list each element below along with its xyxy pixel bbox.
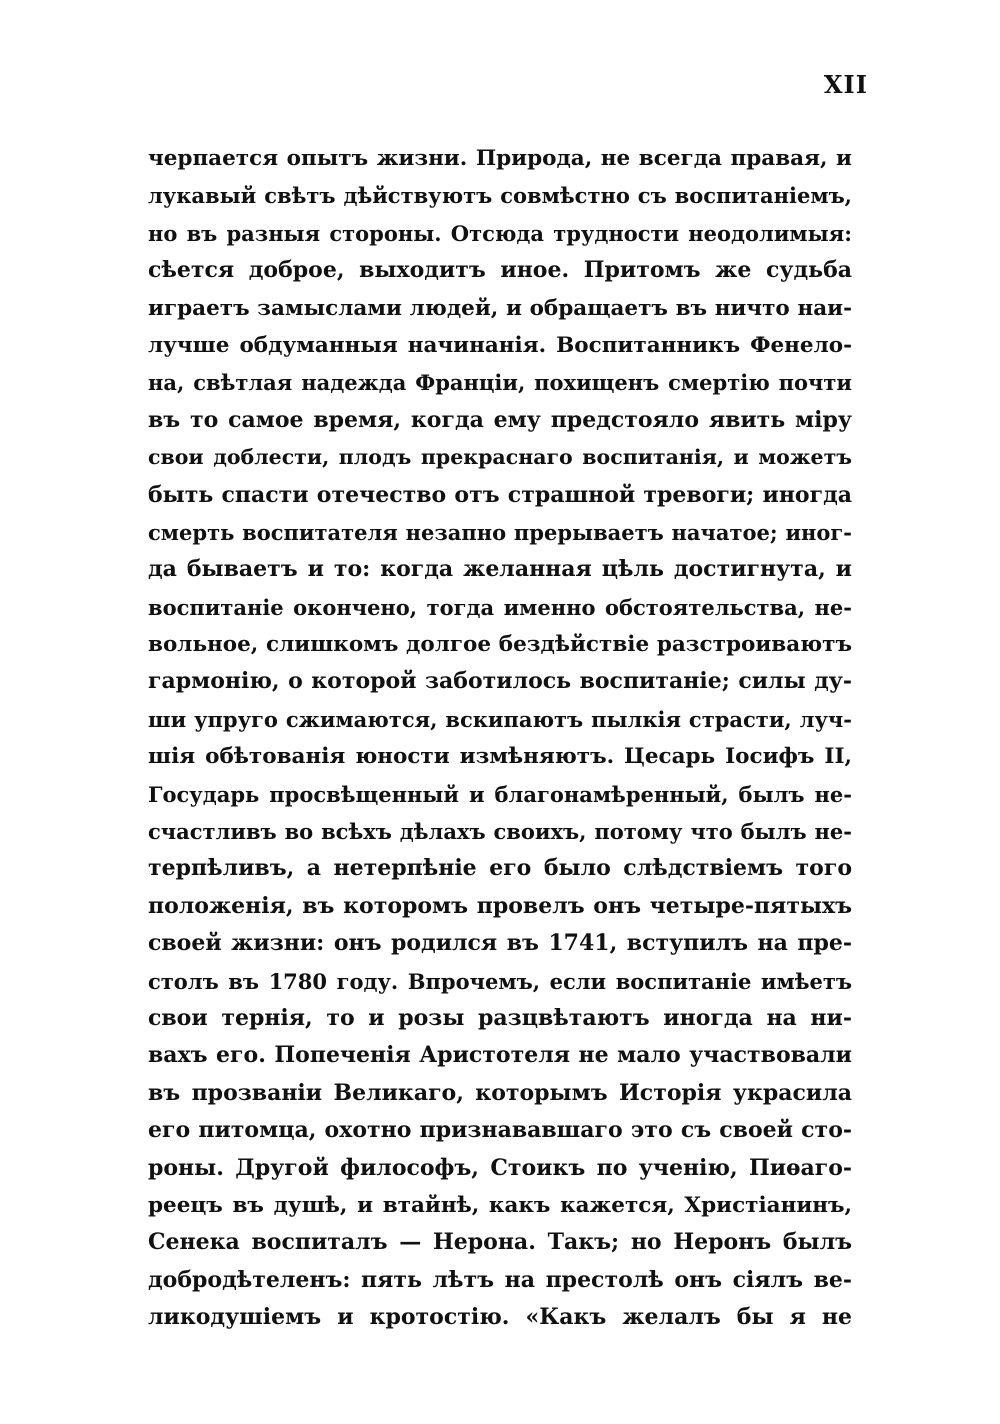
- text-line: реецъ въ душѣ, и втайнѣ, какъ кажется, Христіанинъ,: [148, 1192, 852, 1218]
- text-line: добродѣтеленъ: пять лѣтъ на престолѣ онъ сіялъ ве-: [148, 1266, 852, 1293]
- body-text: [148, 140, 852, 1337]
- text-line: ши упруго сжимаются, вскипаютъ пылкія страсти, луч-: [148, 706, 852, 732]
- text-line: терпѣливъ, а нетерпѣніе его было слѣдствіемъ того: [148, 855, 852, 882]
- text-line: вольное, слишкомъ долгое бездѣйствіе разстроиваютъ: [148, 632, 852, 658]
- text-line: ликодушіемъ и кротостію. «Какъ желалъ бы я не: [148, 1304, 852, 1331]
- text-line: быть спасти отечество отъ страшной тревоги; иногда: [148, 481, 852, 508]
- text-line: въ прозваніи Великаго, которымъ Исторія украсила: [148, 1079, 852, 1106]
- text-line: свои тернія, то и розы разцвѣтаютъ иногда на ни-: [148, 1004, 852, 1031]
- text-line: положенія, въ которомъ провелъ онъ четыре-пятыхъ: [148, 892, 852, 919]
- text-line: вахъ его. Попеченія Аристотеля не мало участвовали: [148, 1042, 852, 1069]
- text-line: роны. Другой философъ, Стоикъ по ученію, Пиѳаго-: [148, 1154, 852, 1181]
- text-line: лучше обдуманныя начинанія. Воспитанникъ Фенело-: [148, 332, 852, 358]
- text-line: въ то самое время, когда ему предстояло явить міру: [148, 406, 852, 433]
- text-line: да бываетъ и то: когда желанная цѣль достигнута, и: [148, 556, 852, 583]
- text-line: шія обѣтованія юности измѣняютъ. Цесарь Іосифъ II,: [148, 744, 852, 770]
- text-line: столъ въ 1780 году. Впрочемъ, если воспитаніе имѣетъ: [148, 968, 852, 994]
- text-line: воспитаніе окончено, тогда именно обстоятельства, не-: [148, 594, 852, 620]
- text-line: гармонію, о которой заботилось воспитаніе; силы ду-: [148, 668, 852, 695]
- page-number: XII: [823, 70, 868, 99]
- text-line: Сенека воспиталъ — Нерона. Такъ; но Неронъ былъ: [148, 1229, 852, 1256]
- text-line: играетъ замыслами людей, и обращаетъ въ ничто наи-: [148, 295, 852, 321]
- text-line: своей жизни: онъ родился въ 1741, вступилъ на пре-: [148, 930, 852, 957]
- text-line: но въ разныя стороны. Отсюда трудности неодолимыя:: [148, 220, 852, 246]
- text-line: лукавый свѣтъ дѣйствуютъ совмѣстно съ воспитаніемъ,: [148, 183, 852, 209]
- text-line: его питомца, охотно признававшаго это съ своей сто-: [148, 1117, 852, 1144]
- text-line: Государь просвѣщенный и благонамѣренный, былъ не-: [148, 781, 852, 807]
- text-line: смерть воспитателя незапно прерываетъ начатое; иног-: [148, 519, 852, 545]
- text-line: на, свѣтлая надежда Франціи, похищенъ смертію почти: [148, 370, 852, 396]
- text-line: свои доблести, плодъ прекраснаго воспитанія, и можетъ: [148, 445, 852, 470]
- text-line: сѣется доброе, выходитъ иное. Притомъ же судьба: [148, 257, 852, 284]
- text-line: черпается опытъ жизни. Природа, не всегда правая, и: [148, 146, 852, 171]
- text-line: счастливъ во всѣхъ дѣлахъ своихъ, потому что былъ не-: [148, 819, 852, 845]
